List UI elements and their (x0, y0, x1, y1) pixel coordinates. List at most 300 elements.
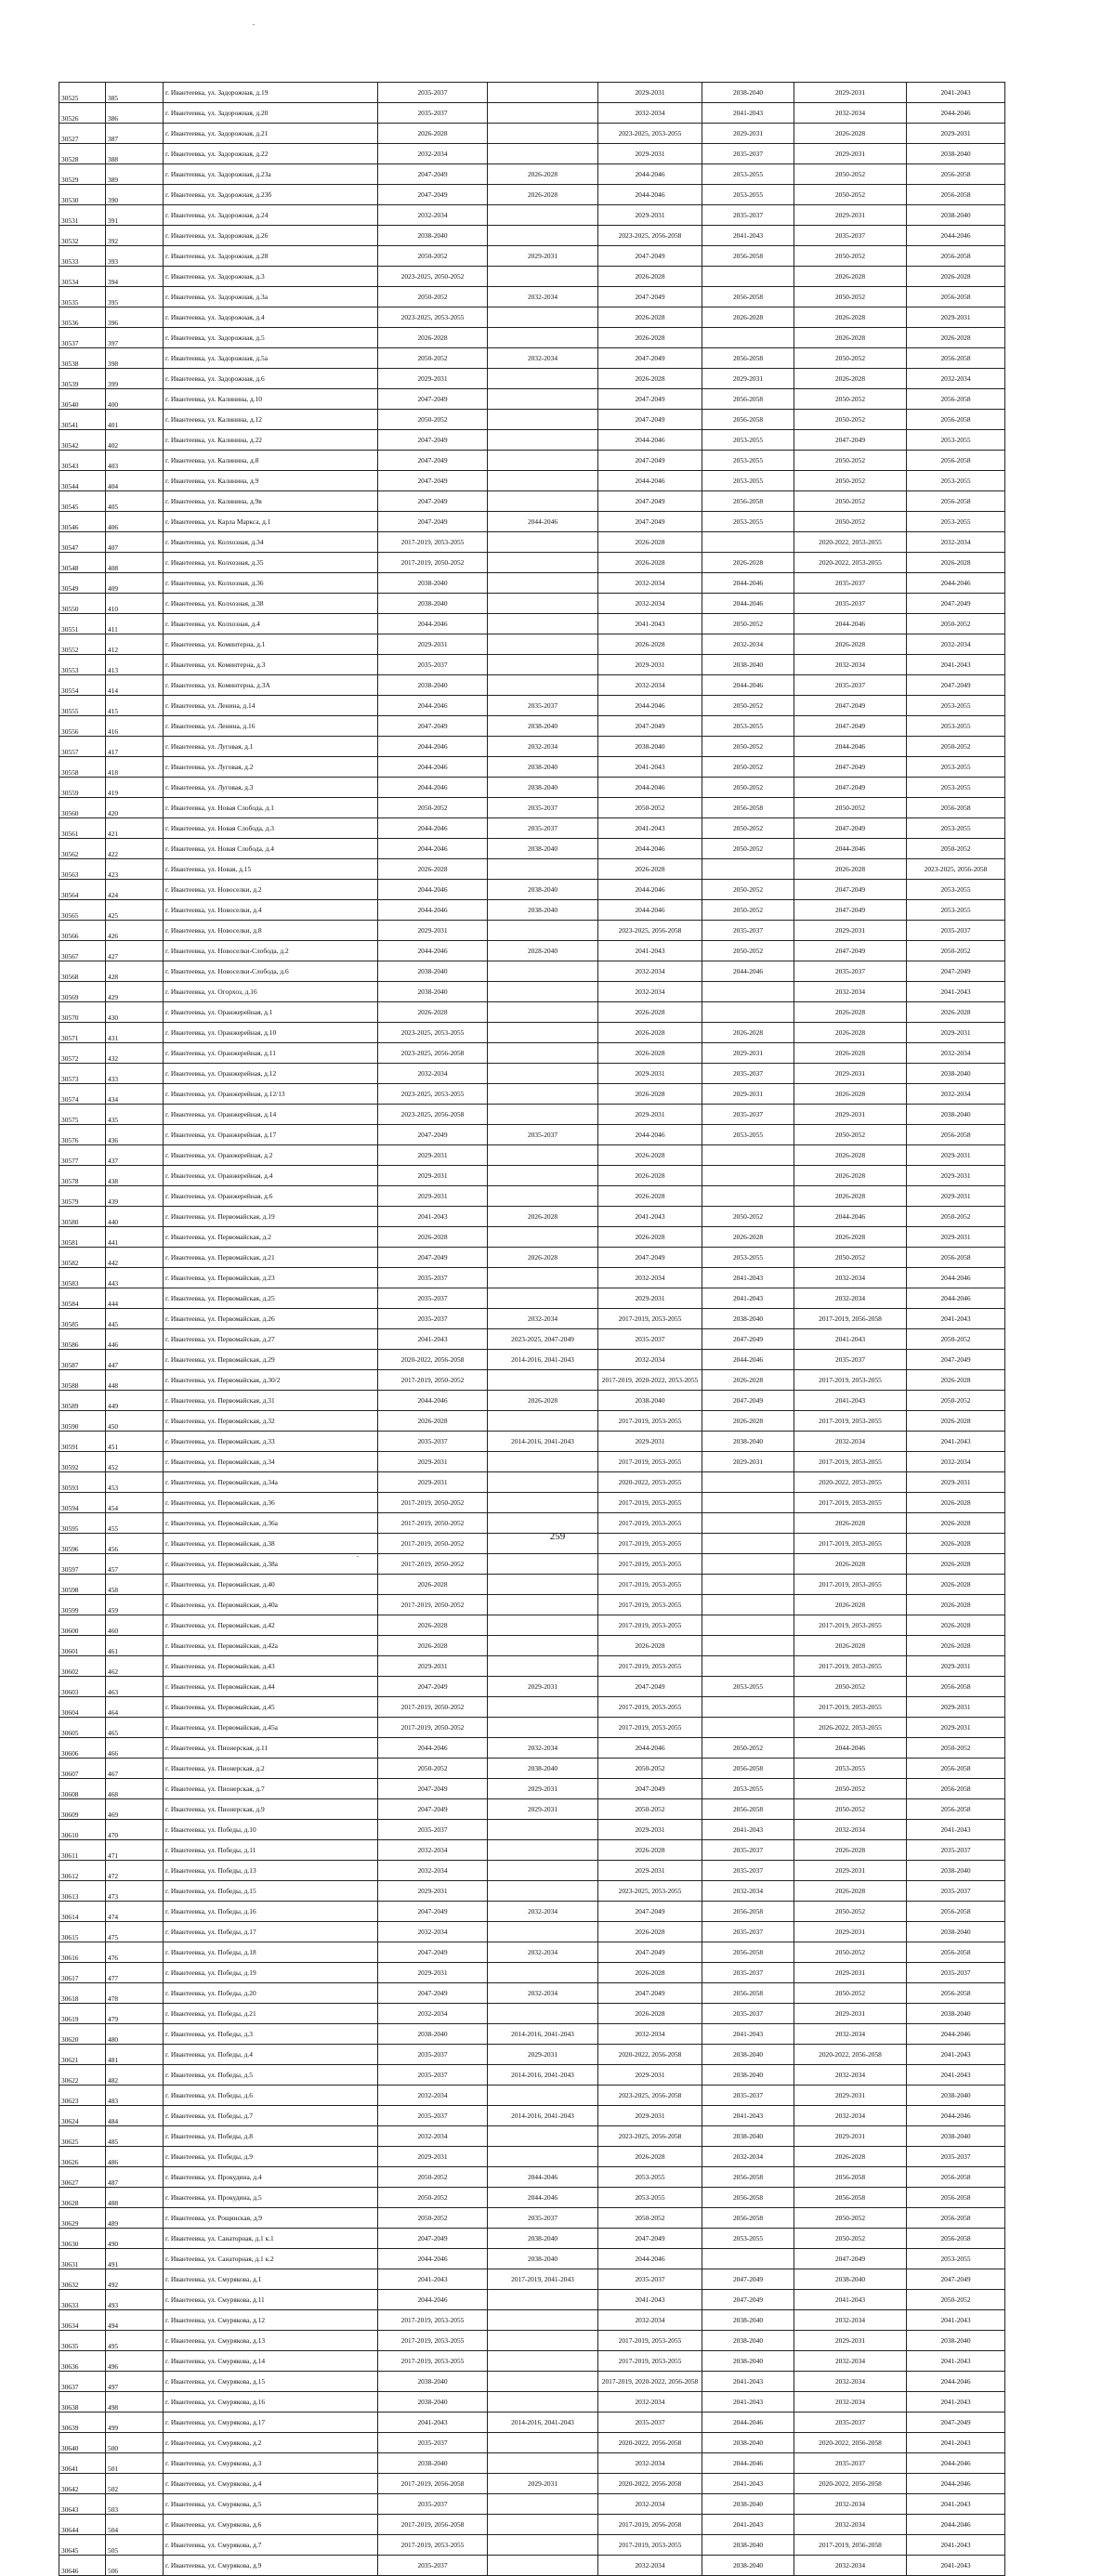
table-row (59, 2106, 1005, 2126)
period-col-6-cell: 2047-2049 (907, 1350, 1005, 1370)
row-number-cell: 482 (106, 2065, 164, 2086)
record-id-cell: 30544 (59, 471, 106, 491)
address-cell: г. Ивантеевка, ул. Калинина, д.12 (164, 410, 378, 430)
period-col-3-cell: 2017-2019, 2053-2055 (598, 1411, 702, 1432)
period-col-2-cell (488, 369, 598, 389)
period-col-4-cell: 2026-2028 (702, 1411, 794, 1432)
table-row (59, 512, 1005, 532)
record-id-cell: 30574 (59, 1084, 106, 1105)
period-col-1-cell: 2035-2037 (378, 2494, 488, 2515)
record-id-cell: 30532 (59, 226, 106, 246)
row-number-cell: 495 (106, 2331, 164, 2351)
row-number-cell: 506 (106, 2556, 164, 2576)
period-col-6-cell: 2056-2058 (907, 1902, 1005, 1922)
period-col-2-cell (488, 655, 598, 675)
record-id-cell: 30587 (59, 1350, 106, 1370)
period-col-1-cell: 2017-2019, 2050-2052 (378, 1697, 488, 1718)
period-col-2-cell: 2014-2016, 2041-2043 (488, 2024, 598, 2045)
period-col-3-cell: 2026-2028 (598, 369, 702, 389)
period-col-5-cell: 2050-2052 (794, 410, 907, 430)
period-col-3-cell: 2044-2046 (598, 471, 702, 491)
table-row (59, 2351, 1005, 2372)
period-col-3-cell: 2032-2034 (598, 103, 702, 124)
table-row (59, 1779, 1005, 1799)
period-col-2-cell: 2014-2016, 2041-2043 (488, 2065, 598, 2086)
table-row (59, 818, 1005, 839)
row-number-cell: 480 (106, 2024, 164, 2045)
address-cell: г. Ивантеевка, ул. Задорожная, д.3а (164, 287, 378, 307)
period-col-5-cell: 2038-2040 (794, 2269, 907, 2290)
address-cell: г. Ивантеевка, ул. Победы, д.19 (164, 1963, 378, 1983)
row-number-cell: 459 (106, 1595, 164, 1615)
address-cell: г. Ивантеевка, ул. Оранжерейная, д.11 (164, 1043, 378, 1064)
period-col-5-cell: 2050-2052 (794, 164, 907, 185)
record-id-cell: 30576 (59, 1125, 106, 1145)
period-col-2-cell (488, 1166, 598, 1186)
period-col-2-cell: 2026-2028 (488, 164, 598, 185)
row-number-cell: 464 (106, 1697, 164, 1718)
period-col-2-cell (488, 982, 598, 1002)
period-col-4-cell (702, 1656, 794, 1677)
period-col-6-cell: 2041-2043 (907, 2065, 1005, 2086)
period-col-5-cell: 2035-2037 (794, 1350, 907, 1370)
address-cell: г. Ивантеевка, ул. Колхозная, д.35 (164, 553, 378, 573)
period-col-6-cell: 2029-2031 (907, 1145, 1005, 1166)
table-row (59, 1105, 1005, 1125)
period-col-2-cell (488, 2351, 598, 2372)
address-cell: г. Ивантеевка, ул. Победы, д.20 (164, 1983, 378, 2004)
table-row (59, 532, 1005, 553)
record-id-cell: 30604 (59, 1697, 106, 1718)
period-col-1-cell: 2035-2037 (378, 1820, 488, 1840)
row-number-cell: 454 (106, 1493, 164, 1513)
period-col-5-cell: 2017-2019, 2053-2055 (794, 1534, 907, 1554)
period-col-1-cell: 2026-2028 (378, 328, 488, 348)
period-col-5-cell: 2029-2031 (794, 1922, 907, 1942)
row-number-cell: 426 (106, 921, 164, 941)
period-col-2-cell: 2029-2031 (488, 2474, 598, 2494)
period-col-3-cell: 2044-2046 (598, 880, 702, 900)
period-col-1-cell: 2050-2052 (378, 2167, 488, 2188)
period-col-5-cell: 2032-2034 (794, 2372, 907, 2392)
period-col-4-cell: 2044-2046 (702, 573, 794, 594)
period-col-2-cell: 2032-2034 (488, 1309, 598, 1329)
period-col-1-cell: 2023-2025, 2056-2058 (378, 1043, 488, 1064)
row-number-cell: 478 (106, 1983, 164, 2004)
period-col-1-cell: 2017-2019, 2050-2052 (378, 1595, 488, 1615)
table-row (59, 1309, 1005, 1329)
record-id-cell: 30563 (59, 859, 106, 880)
period-col-2-cell (488, 103, 598, 124)
record-id-cell: 30546 (59, 512, 106, 532)
address-cell: г. Ивантеевка, ул. Рощинская, д.9 (164, 2208, 378, 2229)
record-id-cell: 30613 (59, 1881, 106, 1902)
period-col-6-cell: 2038-2040 (907, 2331, 1005, 2351)
period-col-5-cell: 2035-2037 (794, 2413, 907, 2433)
period-col-5-cell: 2026-2028 (794, 1166, 907, 1186)
period-col-6-cell: 2038-2040 (907, 2086, 1005, 2106)
period-col-3-cell: 2047-2049 (598, 1983, 702, 2004)
record-id-cell: 30645 (59, 2535, 106, 2556)
period-col-5-cell: 2041-2043 (794, 1391, 907, 1411)
period-col-5-cell: 2026-2028 (794, 1881, 907, 1902)
address-cell: г. Ивантеевка, ул. Калинина, д.8 (164, 451, 378, 471)
period-col-6-cell: 2056-2058 (907, 185, 1005, 205)
period-col-6-cell: 2053-2055 (907, 778, 1005, 798)
period-col-3-cell: 2029-2031 (598, 1105, 702, 1125)
period-col-6-cell: 2056-2058 (907, 1248, 1005, 1268)
address-cell: г. Ивантеевка, ул. Первомайская, д.19 (164, 1207, 378, 1227)
period-col-2-cell: 2032-2034 (488, 1902, 598, 1922)
table-row (59, 144, 1005, 164)
table-row (59, 491, 1005, 512)
record-id-cell: 30533 (59, 246, 106, 267)
period-col-1-cell: 2038-2040 (378, 2024, 488, 2045)
record-id-cell: 30564 (59, 880, 106, 900)
period-col-6-cell: 2053-2055 (907, 757, 1005, 778)
address-cell: г. Ивантеевка, ул. Первомайская, д.25 (164, 1288, 378, 1309)
period-col-3-cell: 2032-2034 (598, 2310, 702, 2331)
period-col-6-cell: 2032-2034 (907, 634, 1005, 655)
period-col-3-cell: 2017-2019, 2053-2055 (598, 1309, 702, 1329)
row-number-cell: 389 (106, 164, 164, 185)
row-number-cell: 386 (106, 103, 164, 124)
period-col-3-cell: 2047-2049 (598, 2229, 702, 2249)
period-col-2-cell: 2028-2040 (488, 941, 598, 961)
address-cell: г. Ивантеевка, ул. Коминтерна, д.3 (164, 655, 378, 675)
period-col-4-cell (702, 1002, 794, 1023)
table-row (59, 1718, 1005, 1738)
period-col-5-cell: 2026-2028 (794, 2147, 907, 2167)
period-col-2-cell: 2023-2025, 2047-2049 (488, 1329, 598, 1350)
table-row (59, 1861, 1005, 1881)
address-cell: г. Ивантеевка, ул. Оранжерейная, д.10 (164, 1023, 378, 1043)
period-col-2-cell: 2038-2040 (488, 716, 598, 737)
row-number-cell: 457 (106, 1554, 164, 1575)
period-col-3-cell: 2026-2028 (598, 553, 702, 573)
period-col-4-cell: 2038-2040 (702, 2310, 794, 2331)
address-cell: г. Ивантеевка, ул. Победы, д.10 (164, 1820, 378, 1840)
address-cell: г. Ивантеевка, ул. Новоселки-Слобода, д.2 (164, 941, 378, 961)
period-col-2-cell (488, 1084, 598, 1105)
period-col-6-cell: 2044-2046 (907, 573, 1005, 594)
period-col-2-cell: 2032-2034 (488, 348, 598, 369)
period-col-3-cell: 2047-2049 (598, 389, 702, 410)
period-col-1-cell: 2050-2052 (378, 2188, 488, 2208)
row-number-cell: 456 (106, 1534, 164, 1554)
period-col-3-cell: 2047-2049 (598, 512, 702, 532)
period-col-6-cell: 2038-2040 (907, 1105, 1005, 1125)
period-col-4-cell: 2035-2037 (702, 2004, 794, 2024)
period-col-4-cell: 2050-2052 (702, 839, 794, 859)
table-row (59, 982, 1005, 1002)
period-col-5-cell: 2032-2034 (794, 1288, 907, 1309)
period-col-3-cell: 2029-2031 (598, 83, 702, 103)
period-col-4-cell: 2056-2058 (702, 2167, 794, 2188)
period-col-6-cell: 2056-2058 (907, 2229, 1005, 2249)
address-cell: г. Ивантеевка, ул. Луговая, д.3 (164, 778, 378, 798)
row-number-cell: 496 (106, 2351, 164, 2372)
period-col-5-cell: 2029-2031 (794, 1963, 907, 1983)
table-row (59, 1554, 1005, 1575)
period-col-2-cell (488, 675, 598, 696)
period-col-1-cell: 2023-2025, 2053-2055 (378, 307, 488, 328)
record-id-cell: 30545 (59, 491, 106, 512)
period-col-6-cell: 2056-2058 (907, 1983, 1005, 2004)
period-col-6-cell: 2029-2031 (907, 1186, 1005, 1207)
period-col-1-cell: 2041-2043 (378, 1207, 488, 1227)
table-row (59, 2392, 1005, 2413)
period-col-3-cell: 2017-2019, 2053-2055 (598, 1656, 702, 1677)
period-col-2-cell (488, 1881, 598, 1902)
period-col-5-cell: 2029-2031 (794, 1861, 907, 1881)
period-col-3-cell: 2035-2037 (598, 2413, 702, 2433)
period-col-4-cell: 2056-2058 (702, 1983, 794, 2004)
period-col-6-cell: 2053-2055 (907, 900, 1005, 921)
period-col-5-cell: 2044-2046 (794, 1207, 907, 1227)
period-col-1-cell: 2017-2019, 2056-2058 (378, 2515, 488, 2535)
period-col-2-cell (488, 859, 598, 880)
address-cell: г. Ивантеевка, ул. Первомайская, д.32 (164, 1411, 378, 1432)
row-number-cell: 486 (106, 2147, 164, 2167)
period-col-6-cell: 2044-2046 (907, 2515, 1005, 2535)
period-col-1-cell: 2047-2049 (378, 389, 488, 410)
period-col-1-cell: 2017-2019, 2050-2052 (378, 1370, 488, 1391)
table-row (59, 1207, 1005, 1227)
period-col-1-cell: 2017-2019, 2053-2055 (378, 532, 488, 553)
address-cell: г. Ивантеевка, ул. Смурякова, д.13 (164, 2331, 378, 2351)
period-col-2-cell: 2038-2040 (488, 880, 598, 900)
period-col-3-cell: 2023-2025, 2056-2058 (598, 2086, 702, 2106)
period-col-6-cell: 2053-2055 (907, 2249, 1005, 2269)
period-col-4-cell: 2056-2058 (702, 1902, 794, 1922)
row-number-cell: 494 (106, 2310, 164, 2331)
address-cell: г. Ивантеевка, ул. Оранжерейная, д.6 (164, 1186, 378, 1207)
table-row (59, 1125, 1005, 1145)
period-col-1-cell: 2032-2034 (378, 1840, 488, 1861)
period-col-4-cell: 2035-2037 (702, 921, 794, 941)
record-id-cell: 30536 (59, 307, 106, 328)
period-col-2-cell: 2038-2040 (488, 778, 598, 798)
period-col-6-cell: 2041-2043 (907, 1432, 1005, 1452)
table-row (59, 1227, 1005, 1248)
period-col-5-cell: 2050-2052 (794, 491, 907, 512)
table-row (59, 389, 1005, 410)
period-col-3-cell: 2047-2049 (598, 1677, 702, 1697)
table-row (59, 1615, 1005, 1636)
period-col-2-cell (488, 553, 598, 573)
record-id-cell: 30570 (59, 1002, 106, 1023)
period-col-1-cell: 2044-2046 (378, 737, 488, 757)
table-row (59, 1942, 1005, 1963)
record-id-cell: 30554 (59, 675, 106, 696)
period-col-6-cell: 2044-2046 (907, 2024, 1005, 2045)
table-row (59, 83, 1005, 103)
period-col-4-cell: 2041-2043 (702, 2392, 794, 2413)
row-number-cell: 416 (106, 716, 164, 737)
period-col-4-cell: 2041-2043 (702, 2106, 794, 2126)
period-col-6-cell: 2029-2031 (907, 1718, 1005, 1738)
row-number-cell: 499 (106, 2413, 164, 2433)
period-col-2-cell (488, 2535, 598, 2556)
period-col-6-cell: 2047-2049 (907, 675, 1005, 696)
period-col-5-cell: 2035-2037 (794, 961, 907, 982)
period-col-3-cell: 2029-2031 (598, 655, 702, 675)
period-col-3-cell: 2047-2049 (598, 1942, 702, 1963)
period-col-5-cell: 2029-2031 (794, 1064, 907, 1084)
row-number-cell: 438 (106, 1166, 164, 1186)
period-col-4-cell: 2038-2040 (702, 2065, 794, 2086)
record-id-cell: 30582 (59, 1248, 106, 1268)
period-col-5-cell: 2017-2019, 2053-2055 (794, 1452, 907, 1472)
period-col-1-cell: 2026-2028 (378, 1615, 488, 1636)
period-col-3-cell: 2041-2043 (598, 1207, 702, 1227)
period-col-6-cell: 2056-2058 (907, 410, 1005, 430)
period-col-5-cell: 2032-2034 (794, 103, 907, 124)
period-col-4-cell (702, 1615, 794, 1636)
row-number-cell: 469 (106, 1799, 164, 1820)
period-col-5-cell: 2047-2049 (794, 941, 907, 961)
table-row (59, 2147, 1005, 2167)
table-row (59, 2167, 1005, 2188)
row-number-cell: 493 (106, 2290, 164, 2310)
period-col-3-cell: 2026-2028 (598, 1963, 702, 1983)
period-col-1-cell: 2017-2019, 2050-2052 (378, 553, 488, 573)
period-col-6-cell: 2053-2055 (907, 696, 1005, 716)
period-col-3-cell: 2047-2049 (598, 451, 702, 471)
address-cell: г. Ивантеевка, ул. Новая, д.15 (164, 859, 378, 880)
period-col-3-cell: 2041-2043 (598, 2290, 702, 2310)
period-col-6-cell: 2026-2028 (907, 1493, 1005, 1513)
period-col-3-cell: 2026-2028 (598, 1227, 702, 1248)
period-col-1-cell: 2032-2034 (378, 1064, 488, 1084)
period-col-2-cell: 2014-2016, 2041-2043 (488, 1350, 598, 1370)
table-row (59, 103, 1005, 124)
period-col-4-cell: 2035-2037 (702, 1861, 794, 1881)
period-col-3-cell: 2026-2028 (598, 267, 702, 287)
table-row (59, 2474, 1005, 2494)
row-number-cell: 411 (106, 614, 164, 634)
period-col-6-cell: 2026-2028 (907, 1575, 1005, 1595)
period-col-5-cell: 2047-2049 (794, 818, 907, 839)
period-col-5-cell: 2035-2037 (794, 226, 907, 246)
row-number-cell: 477 (106, 1963, 164, 1983)
period-col-6-cell: 2035-2037 (907, 1963, 1005, 1983)
record-id-cell: 30636 (59, 2351, 106, 2372)
period-col-1-cell: 2047-2049 (378, 1248, 488, 1268)
record-id-cell: 30598 (59, 1575, 106, 1595)
row-number-cell: 468 (106, 1779, 164, 1799)
period-col-2-cell (488, 1288, 598, 1309)
row-number-cell: 489 (106, 2208, 164, 2229)
period-col-3-cell: 2032-2034 (598, 675, 702, 696)
row-number-cell: 448 (106, 1370, 164, 1391)
record-id-cell: 30612 (59, 1861, 106, 1881)
period-col-6-cell: 2041-2043 (907, 2535, 1005, 2556)
record-id-cell: 30565 (59, 900, 106, 921)
period-col-5-cell: 2026-2028 (794, 1513, 907, 1534)
period-col-6-cell: 2053-2055 (907, 880, 1005, 900)
address-cell: г. Ивантеевка, ул. Новая Слобода, д.4 (164, 839, 378, 859)
record-id-cell: 30643 (59, 2494, 106, 2515)
period-col-4-cell: 2053-2055 (702, 1248, 794, 1268)
period-col-6-cell: 2050-2052 (907, 1207, 1005, 1227)
address-cell: г. Ивантеевка, ул. Оранжерейная, д.17 (164, 1125, 378, 1145)
period-col-5-cell: 2032-2034 (794, 2024, 907, 2045)
period-col-1-cell: 2029-2031 (378, 921, 488, 941)
period-col-1-cell: 2047-2049 (378, 430, 488, 451)
row-number-cell: 429 (106, 982, 164, 1002)
period-col-4-cell: 2050-2052 (702, 880, 794, 900)
table-row (59, 2208, 1005, 2229)
row-number-cell: 417 (106, 737, 164, 757)
record-id-cell: 30634 (59, 2310, 106, 2331)
period-col-5-cell: 2026-2028 (794, 1840, 907, 1861)
period-col-5-cell: 2053-2055 (794, 1759, 907, 1779)
address-cell: г. Ивантеевка, ул. Первомайская, д.26 (164, 1309, 378, 1329)
period-col-5-cell: 2047-2049 (794, 880, 907, 900)
address-cell: г. Ивантеевка, ул. Пионерская, д.7 (164, 1779, 378, 1799)
period-col-5-cell: 2029-2031 (794, 2086, 907, 2106)
period-col-4-cell (702, 267, 794, 287)
period-col-4-cell: 2029-2031 (702, 1084, 794, 1105)
period-col-5-cell: 2032-2034 (794, 1820, 907, 1840)
period-col-5-cell: 2026-2028 (794, 124, 907, 144)
period-col-4-cell: 2038-2040 (702, 1309, 794, 1329)
row-number-cell: 437 (106, 1145, 164, 1166)
row-number-cell: 432 (106, 1043, 164, 1064)
period-col-1-cell: 2029-2031 (378, 1881, 488, 1902)
period-col-4-cell: 2050-2052 (702, 941, 794, 961)
period-col-2-cell (488, 226, 598, 246)
table-row (59, 839, 1005, 859)
period-col-1-cell: 2044-2046 (378, 614, 488, 634)
record-id-cell: 30571 (59, 1023, 106, 1043)
table-row (59, 1820, 1005, 1840)
period-col-4-cell: 2035-2037 (702, 144, 794, 164)
period-col-4-cell (702, 1554, 794, 1575)
row-number-cell: 433 (106, 1064, 164, 1084)
record-id-cell: 30640 (59, 2433, 106, 2453)
period-col-2-cell: 2029-2031 (488, 2045, 598, 2065)
period-col-3-cell: 2032-2034 (598, 2453, 702, 2474)
table-row (59, 614, 1005, 634)
address-cell: г. Ивантеевка, ул. Первомайская, д.36 (164, 1493, 378, 1513)
period-col-4-cell (702, 1186, 794, 1207)
period-col-5-cell: 2029-2031 (794, 2331, 907, 2351)
period-col-2-cell (488, 614, 598, 634)
period-col-1-cell: 2017-2019, 2050-2052 (378, 1513, 488, 1534)
period-col-6-cell: 2029-2031 (907, 1023, 1005, 1043)
period-col-5-cell: 2032-2034 (794, 1432, 907, 1452)
period-col-6-cell: 2047-2049 (907, 2269, 1005, 2290)
period-col-2-cell (488, 1656, 598, 1677)
row-number-cell: 418 (106, 757, 164, 778)
period-col-6-cell: 2056-2058 (907, 2208, 1005, 2229)
record-id-cell: 30586 (59, 1329, 106, 1350)
period-col-2-cell (488, 430, 598, 451)
period-col-6-cell: 2041-2043 (907, 2433, 1005, 2453)
period-col-2-cell (488, 2147, 598, 2167)
record-id-cell: 30625 (59, 2126, 106, 2147)
record-id-cell: 30559 (59, 778, 106, 798)
table-row (59, 1799, 1005, 1820)
row-number-cell: 385 (106, 83, 164, 103)
period-col-6-cell: 2050-2052 (907, 1391, 1005, 1411)
address-cell: г. Ивантеевка, ул. Задорожная, д.26 (164, 226, 378, 246)
table-row (59, 2413, 1005, 2433)
period-col-4-cell: 2026-2028 (702, 1227, 794, 1248)
